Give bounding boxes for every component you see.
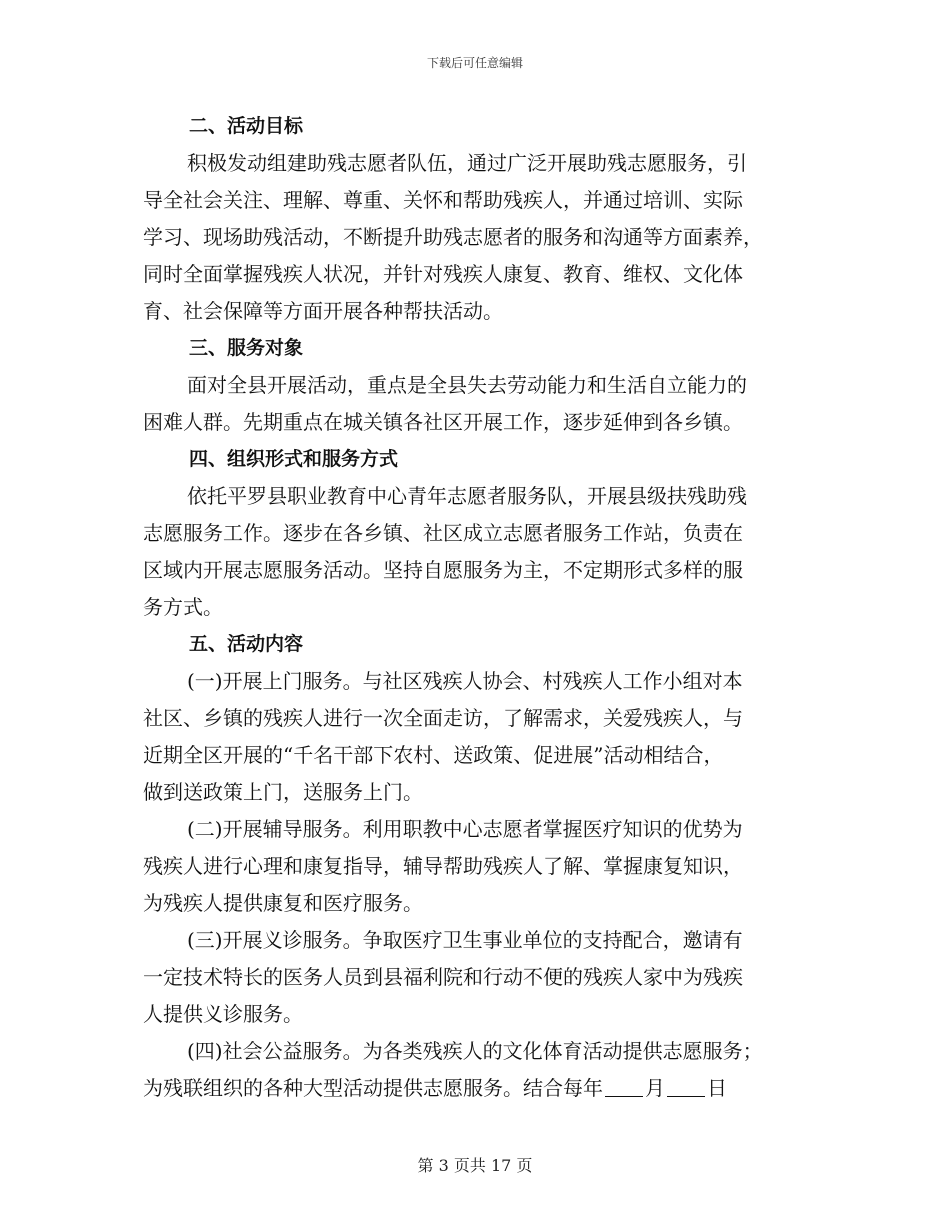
- day-label: 日: [707, 1076, 727, 1100]
- text-line-with-blanks: [143, 1070, 807, 1107]
- text-segment: 为残联组织的各种大型活动提供志愿服务。结合每年: [143, 1076, 603, 1100]
- page-header: 下载后可任意编辑: [426, 56, 523, 70]
- text-line: 依托平罗县职业教育中心青年志愿者服务队，开展县级扶残助残: [187, 484, 747, 508]
- text-line: (一)开展上门服务。与社区残疾人协会、村残疾人工作小组对本: [187, 669, 743, 693]
- text-line: 志愿服务工作。逐步在各乡镇、社区成立志愿者服务工作站，负责在: [143, 521, 743, 545]
- text-line: 做到送政策上门，送服务上门。: [143, 780, 423, 804]
- month-blank: [605, 1076, 643, 1097]
- text-line: 同时全面掌握残疾人状况，并针对残疾人康复、教育、维权、文化体: [143, 262, 743, 286]
- text-line: 导全社会关注、理解、尊重、关怀和帮助残疾人，并通过培训、实际: [143, 188, 743, 212]
- text-line: 一定技术特长的医务人员到县福利院和行动不便的残疾人家中为残疾: [143, 965, 743, 989]
- paragraph-item-3: [143, 922, 807, 1033]
- text-line: 务方式。: [143, 595, 223, 619]
- text-line: 育、社会保障等方面开展各种帮扶活动。: [143, 299, 503, 323]
- paragraph-item-4: [143, 1033, 807, 1107]
- text-line: (二)开展辅导服务。利用职教中心志愿者掌握医疗知识的优势为: [187, 817, 743, 841]
- page-footer: 第 3 页共 17 页: [417, 1156, 533, 1175]
- text-line: 区域内开展志愿服务活动。坚持自愿服务为主，不定期形式多样的服: [143, 558, 743, 582]
- text-line: 积极发动组建助残志愿者队伍，通过广泛开展助残志愿服务，引: [187, 151, 747, 175]
- paragraph-item-1: [143, 663, 807, 811]
- paragraph-goal: [143, 145, 807, 330]
- section-heading-target: 三、服务对象: [189, 337, 304, 359]
- text-line: 近期全区开展的“千名干部下农村、送政策、促进展”活动相结合，: [143, 743, 724, 767]
- text-line: (三)开展义诊服务。争取医疗卫生事业单位的支持配合，邀请有: [187, 928, 743, 952]
- month-label: 月: [645, 1076, 665, 1100]
- text-line: 面对全县开展活动，重点是全县失去劳动能力和生活自立能力的: [187, 373, 747, 397]
- paragraph-form: [143, 478, 807, 626]
- paragraph-item-2: [143, 811, 807, 922]
- text-line: 困难人群。先期重点在城关镇各社区开展工作，逐步延伸到各乡镇。: [143, 410, 743, 434]
- text-line: 为残疾人提供康复和医疗服务。: [143, 891, 423, 915]
- text-line: 学习、现场助残活动，不断提升助残志愿者的服务和沟通等方面素养，: [143, 225, 763, 249]
- section-heading-goal: 二、活动目标: [189, 115, 304, 137]
- section-heading-form: 四、组织形式和服务方式: [189, 448, 399, 470]
- paragraph-target: [143, 367, 807, 441]
- text-line: (四)社会公益服务。为各类残疾人的文化体育活动提供志愿服务；: [187, 1039, 763, 1063]
- text-line: 社区、乡镇的残疾人进行一次全面走访，了解需求，关爱残疾人，与: [143, 706, 743, 730]
- text-line: 人提供义诊服务。: [143, 1002, 303, 1026]
- text-line: 残疾人进行心理和康复指导，辅导帮助残疾人了解、掌握康复知识，: [143, 854, 743, 878]
- section-heading-content: 五、活动内容: [189, 633, 304, 655]
- document-body: [143, 108, 807, 1107]
- day-blank: [667, 1076, 705, 1097]
